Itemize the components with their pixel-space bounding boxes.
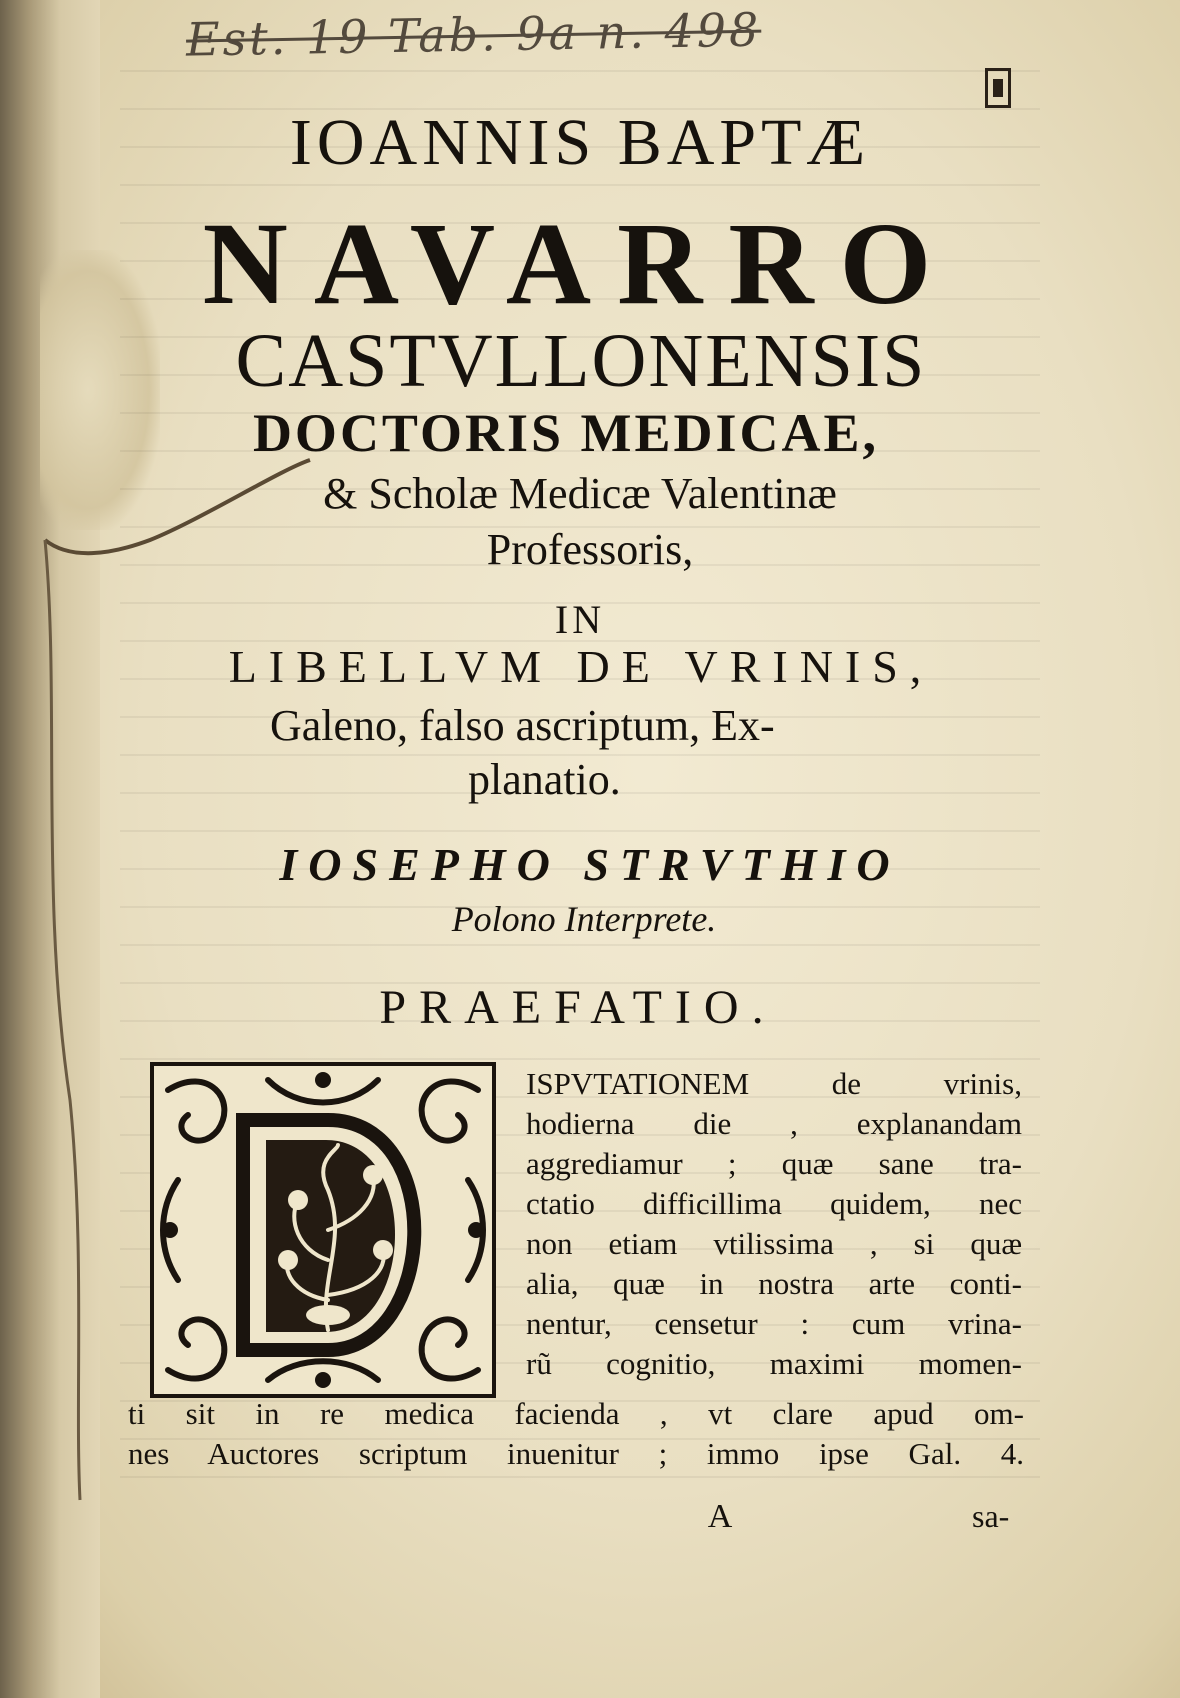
- printer-mark-icon: [985, 68, 1011, 108]
- interpreter-name: IOSEPHO STRVTHIO: [279, 839, 901, 890]
- attribution-line-1: Galeno, falso ascriptum, Ex-: [270, 701, 775, 750]
- title-preposition: IN: [554, 597, 606, 642]
- attribution-line-2: planatio.: [468, 755, 621, 804]
- author-surname: NAVARRO: [202, 198, 958, 329]
- signature-mark: A: [707, 1498, 733, 1535]
- preface-line: ctatio difficillima quidem, nec: [526, 1186, 1022, 1221]
- author-role: Professoris,: [486, 525, 694, 574]
- preface-line: aggrediamur ; quæ sane tra-: [526, 1146, 1022, 1181]
- interpreter-role: Polono Interprete.: [451, 899, 717, 939]
- decorated-initial-d: [148, 1060, 498, 1400]
- preface-line: non etiam vtilissima , si quæ: [526, 1226, 1022, 1261]
- preface-line: nes Auctores scriptum inuenitur ; immo ipse Gal. 4.: [128, 1436, 1024, 1471]
- preface-line: nentur, censetur : cum vrina-: [526, 1306, 1022, 1341]
- handwritten-annotation: Est. 19 Tab. 9a n. 498: [185, 2, 762, 67]
- catchword: sa-: [972, 1498, 1010, 1534]
- preface-line: hodierna die , explanandam: [526, 1106, 1022, 1141]
- preface-line: rũ cognitio, maximi momen-: [526, 1346, 1022, 1381]
- author-first-name: IOANNIS BAPTÆ: [289, 106, 871, 179]
- author-degree: DOCTORIS MEDICAE,: [252, 403, 880, 463]
- author-origin: CASTVLLONENSIS: [235, 319, 927, 403]
- preface-line: alia, quæ in nostra arte conti-: [526, 1266, 1022, 1301]
- author-school: & Scholæ Medicæ Valentinæ: [323, 469, 837, 518]
- preface-line: ti sit in re medica facienda , vt clare apud om-: [128, 1396, 1024, 1431]
- work-title: LIBELLVM DE VRINIS,: [228, 641, 934, 692]
- preface-line: ISPVTATIONEM de vrinis,: [526, 1066, 1022, 1101]
- preface-heading: PRAEFATIO.: [379, 981, 777, 1034]
